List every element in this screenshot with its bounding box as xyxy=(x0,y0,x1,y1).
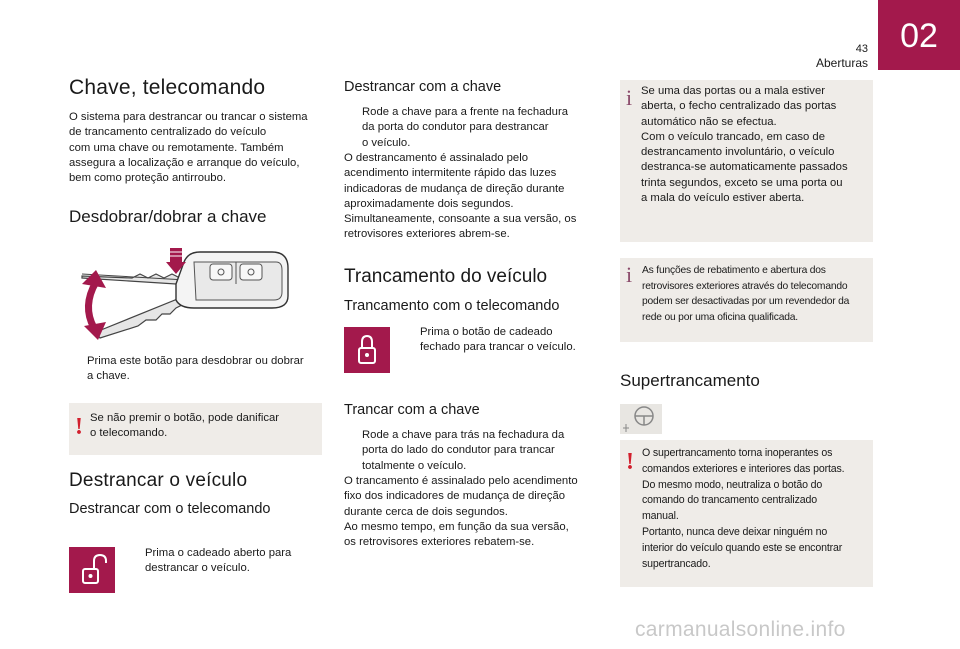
unlock-remote-step: Prima o cadeado aberto para destrancar o veículo. xyxy=(145,547,292,575)
page-number: 43 xyxy=(855,43,868,55)
unlock-key-heading: Destrancar com a chave xyxy=(344,79,502,95)
key-fold-illustration xyxy=(76,248,308,340)
fold-key-heading: Desdobrar/dobrar a chave xyxy=(69,207,267,226)
lock-padlock-icon xyxy=(344,327,390,373)
info-icon: i xyxy=(626,85,633,110)
steering-wheel-icon xyxy=(620,404,662,434)
fold-step: Prima este botão para desdobrar ou dobrar a chave. xyxy=(87,355,304,383)
fold-warning-box: ! Se não premir o botão, pode danificar o telecomando. xyxy=(69,403,322,455)
warning-icon: ! xyxy=(75,414,83,440)
unlock-remote-heading: Destrancar com o telecomando xyxy=(69,501,271,517)
section-title: Aberturas xyxy=(815,56,868,70)
info-box-central-locking: i Se uma das portas ou a mala estiver aberta, o fecho centralizado das portas automático não se efectua. Com o veículo trancado, em caso de destrancamento involuntário, o veículo destranca-se automaticamente passados trinta segundos, exceto se uma porta ou a mala do veículo estiver aberta. xyxy=(620,80,873,242)
lock-key-heading: Trancar com a chave xyxy=(344,402,480,418)
warning-icon: ! xyxy=(626,449,634,475)
lock-key-text: O trancamento é assinalado pelo acendimento fixo dos indicadores de mudança de direção durante cerca de dois segundos. Ao mesmo tempo, em função da sua versão, os retrovisores exteriores rebatem-se. xyxy=(344,475,578,549)
unlock-padlock-icon xyxy=(69,547,115,593)
lock-remote-step: Prima o botão de cadeado fechado para trancar o veículo. xyxy=(420,326,576,354)
lock-remote-heading: Trancamento com o telecomando xyxy=(344,298,560,314)
lock-key-step: Rode a chave para trás na fechadura da porta do lado do condutor para trancar totalmente o veículo. xyxy=(362,429,565,472)
page-title: Chave, telecomando xyxy=(69,76,266,99)
chapter-tab: 02 xyxy=(878,0,960,70)
unlock-key-step: Rode a chave para a frente na fechadura da porta do condutor para destrancar o veículo. xyxy=(362,106,568,149)
intro-paragraph: O sistema para destrancar ou trancar o sistema de trancamento centralizado do veículo com uma chave ou remotamente. Também assegura a localização e arranque do veículo, bem como proteção antirroubo. xyxy=(69,111,308,185)
super-lock-warning-box: ! O supertrancamento torna inoperantes os comandos exteriores e interiores das portas. Do mesmo modo, neutraliza o botão do comando do trancamento centralizado manual. Portanto, nunca deve deixar ninguém no interior do veículo quando este se encontrar supertrancado. xyxy=(620,440,873,587)
unlock-key-text: O destrancamento é assinalado pelo acendimento intermitente rápido das luzes indicadoras de mudança de direção durante aproximadamente dois segundos. Simultaneamente, consoante a sua versão, os retrovisores exteriores abrem-se. xyxy=(344,152,577,241)
info-box-mirrors: i As funções de rebatimento e abertura dos retrovisores exteriores através do telecomando podem ser desactivadas por um revendedor da rede ou por uma oficina qualificada. xyxy=(620,258,873,342)
unlock-heading: Destrancar o veículo xyxy=(69,470,248,491)
super-lock-heading: Supertrancamento xyxy=(620,371,760,390)
info-icon: i xyxy=(626,262,633,287)
watermark: carmanualsonline.info xyxy=(635,618,846,641)
lock-heading: Trancamento do veículo xyxy=(344,266,548,287)
